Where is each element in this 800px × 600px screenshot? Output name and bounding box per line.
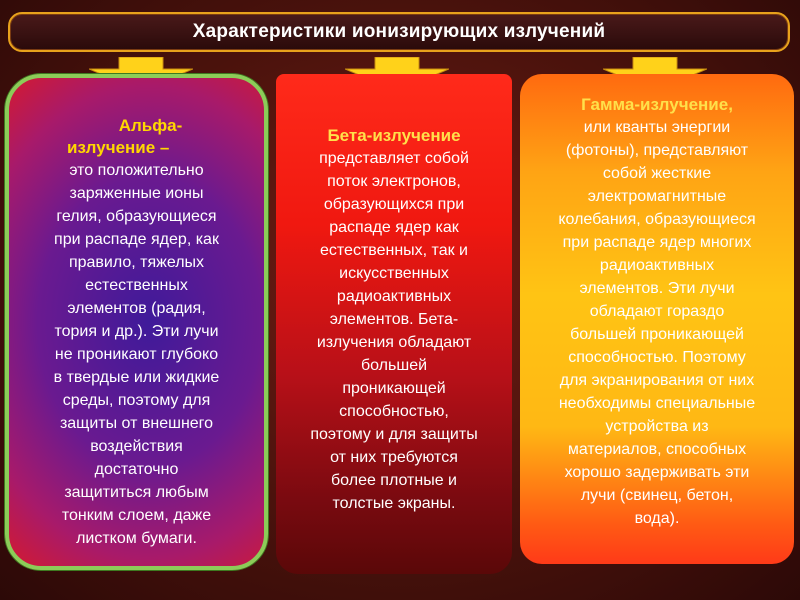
- alpha-body-line: при распаде ядер, как: [54, 231, 219, 248]
- gamma-body-line: необходимы специальные: [558, 395, 756, 412]
- alpha-body-line: в твердые или жидкие: [53, 369, 220, 386]
- alpha-body-line: тонким слоем, даже: [61, 507, 212, 524]
- alpha-body-line: защиты от внешнего: [59, 415, 214, 432]
- gamma-body-line: обладают гораздо: [589, 303, 725, 320]
- gamma-body-line: при распаде ядер многих: [562, 234, 752, 251]
- gamma-body-line: хорошо задерживать эти: [564, 464, 750, 481]
- title-bar: [8, 12, 790, 52]
- beta-body-line: толстые экраны.: [332, 495, 456, 512]
- beta-body-line: искусственных: [339, 265, 449, 282]
- beta-body-line: распаде ядер как: [329, 219, 459, 236]
- slide-title: Характеристики ионизирующих излучений: [192, 21, 606, 42]
- beta-heading: Бета-излучение: [327, 126, 461, 145]
- alpha-body-line: это положительно: [69, 162, 204, 179]
- alpha-body-line: заряженные ионы: [69, 185, 204, 202]
- beta-body-line: от них требуются: [330, 449, 458, 466]
- alpha-radiation-card: [5, 74, 268, 570]
- beta-body-line: более плотные и: [331, 472, 457, 489]
- gamma-body-line: или кванты энергии: [583, 119, 731, 136]
- gamma-heading: Гамма-излучение,: [581, 95, 733, 114]
- gamma-body-line: материалов, способных: [567, 441, 747, 458]
- gamma-body-line: электромагнитные: [587, 188, 727, 205]
- alpha-body-line: не проникают глубоко: [54, 346, 219, 363]
- beta-body-line: излучения обладают: [316, 334, 472, 351]
- alpha-body-line: тория и др.). Эти лучи: [54, 323, 219, 340]
- alpha-body-line: защититься любым: [64, 484, 209, 501]
- gamma-body-line: лучи (свинец, бетон,: [580, 487, 734, 504]
- beta-body-line: представляет собой: [319, 150, 469, 167]
- alpha-body-line: достаточно: [94, 461, 179, 478]
- alpha-body-line: воздействия: [90, 438, 183, 455]
- gamma-body-line: для экранирования от них: [559, 372, 755, 389]
- gamma-radiation-card: [520, 74, 794, 564]
- alpha-body-line: среды, поэтому для: [62, 392, 211, 409]
- beta-body-line: естественных, так и: [320, 242, 468, 259]
- gamma-body-line: вода).: [634, 510, 680, 527]
- gamma-body-line: устройства из: [605, 418, 709, 435]
- gamma-body-line: собой жесткие: [602, 165, 712, 182]
- alpha-heading-line: Альфа-: [118, 116, 183, 135]
- alpha-body-line: гелия, образующиеся: [56, 208, 217, 225]
- beta-body-line: большей: [360, 357, 428, 374]
- gamma-body-line: большей проникающей: [570, 326, 744, 343]
- alpha-body-line: листком бумаги.: [76, 530, 197, 547]
- beta-body-line: элементов. Бета-: [329, 311, 459, 328]
- gamma-body-line: элементов. Эти лучи: [579, 280, 735, 297]
- alpha-body-line: правило, тяжелых: [68, 254, 205, 271]
- beta-body-line: проникающей: [342, 380, 446, 397]
- alpha-body-line: естественных: [85, 277, 188, 294]
- beta-body-line: поток электронов,: [327, 173, 461, 190]
- beta-body-line: способностью,: [339, 403, 449, 420]
- gamma-body-line: радиоактивных: [599, 257, 715, 274]
- gamma-body-line: способностью. Поэтому: [568, 349, 746, 366]
- gamma-body-line: колебания, образующиеся: [558, 211, 756, 228]
- gamma-body-line: (фотоны), представляют: [565, 142, 749, 159]
- alpha-body-line: элементов (радия,: [67, 300, 206, 317]
- beta-body-line: радиоактивных: [336, 288, 452, 305]
- beta-radiation-card: [276, 74, 512, 574]
- alpha-heading-line: излучение –: [67, 138, 170, 157]
- beta-body-line: поэтому и для защиты: [310, 426, 478, 443]
- beta-body-line: образующихся при: [323, 196, 465, 213]
